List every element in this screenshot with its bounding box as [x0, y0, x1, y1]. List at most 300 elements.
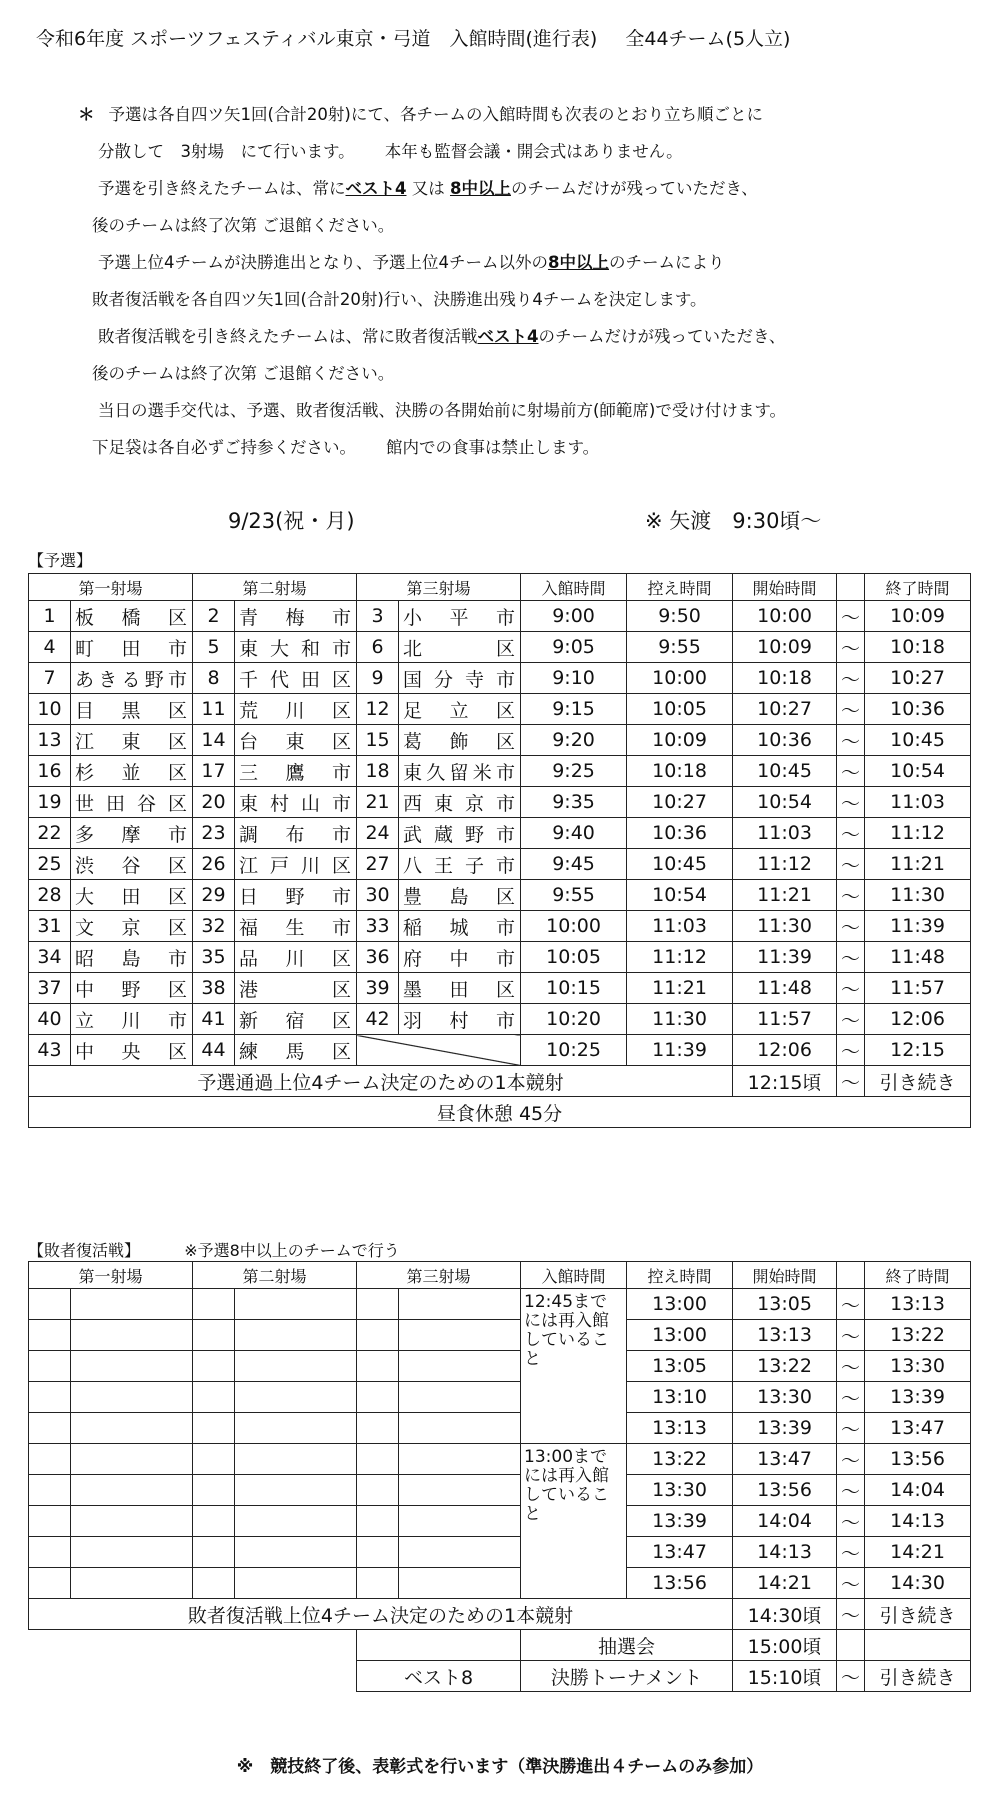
team-number-slot — [357, 1475, 399, 1506]
end-time: 13:56 — [865, 1444, 971, 1475]
team-number-slot — [357, 1444, 399, 1475]
end-time: 13:22 — [865, 1320, 971, 1351]
team-name: 多摩市 — [71, 818, 193, 849]
team-name: 大田区 — [71, 880, 193, 911]
lunch-break: 昼食休憩 45分 — [29, 1097, 971, 1128]
end-time: 11:12 — [865, 818, 971, 849]
range-tilde: ～ — [837, 1004, 865, 1035]
table-row — [29, 1004, 971, 1035]
team-name-slot — [235, 1475, 357, 1506]
team-name: 三鷹市 — [235, 756, 357, 787]
team-name: 北区 — [399, 632, 521, 663]
team-name: 東大和市 — [235, 632, 357, 663]
standby-time: 13:30 — [627, 1475, 733, 1506]
team-number-slot — [29, 1382, 71, 1413]
team-number-slot — [193, 1506, 235, 1537]
range-tilde: ～ — [837, 1475, 865, 1506]
team-name-slot — [235, 1506, 357, 1537]
range-tilde: ～ — [837, 1351, 865, 1382]
spacer — [29, 1661, 357, 1692]
range-tilde: ～ — [837, 787, 865, 818]
table-row — [29, 818, 971, 849]
team-name-slot — [399, 1475, 521, 1506]
team-name-slot — [399, 1506, 521, 1537]
team-number: 23 — [193, 818, 235, 849]
team-number: 44 — [193, 1035, 235, 1066]
team-name-slot — [399, 1351, 521, 1382]
entry-time: 9:40 — [521, 818, 627, 849]
repechage-condition: ※予選8中以上のチームで行う — [184, 1241, 400, 1260]
team-name: 港区 — [235, 973, 357, 1004]
team-name: 中野区 — [71, 973, 193, 1004]
prelim-table — [28, 573, 971, 1128]
start-time: 13:05 — [733, 1289, 837, 1320]
team-name: 府中市 — [399, 942, 521, 973]
range-tilde: ～ — [837, 942, 865, 973]
team-name: 江東区 — [71, 725, 193, 756]
team-number-slot — [29, 1413, 71, 1444]
team-number: 25 — [29, 849, 71, 880]
team-number: 35 — [193, 942, 235, 973]
entry-time: 10:00 — [521, 911, 627, 942]
end-time: 14:21 — [865, 1537, 971, 1568]
team-name: 千代田区 — [235, 663, 357, 694]
team-number-slot — [357, 1382, 399, 1413]
team-name: 青梅市 — [235, 601, 357, 632]
final-time: 15:10頃 — [733, 1661, 837, 1692]
team-number: 38 — [193, 973, 235, 1004]
standby-time: 11:21 — [627, 973, 733, 1004]
team-name-slot — [235, 1351, 357, 1382]
note-line — [78, 133, 958, 170]
team-number-slot — [29, 1537, 71, 1568]
team-name: 稲城市 — [399, 911, 521, 942]
page-title — [36, 24, 790, 51]
team-name: 武蔵野市 — [399, 818, 521, 849]
standby-time: 10:00 — [627, 663, 733, 694]
table-row — [29, 1506, 971, 1537]
team-number: 42 — [357, 1004, 399, 1035]
team-number-slot — [29, 1320, 71, 1351]
team-number: 21 — [357, 787, 399, 818]
team-name-slot — [235, 1382, 357, 1413]
note-line — [78, 392, 958, 429]
range-tilde: ～ — [837, 694, 865, 725]
start-time: 14:21 — [733, 1568, 837, 1599]
start-time: 11:30 — [733, 911, 837, 942]
range-tilde: ～ — [837, 1661, 865, 1692]
start-time: 11:48 — [733, 973, 837, 1004]
entry-time: 10:25 — [521, 1035, 627, 1066]
start-time: 10:54 — [733, 787, 837, 818]
team-name-slot — [399, 1382, 521, 1413]
date-bar — [0, 505, 1000, 539]
team-name-slot — [71, 1413, 193, 1444]
table-row — [29, 1351, 971, 1382]
note-text: 分散して 3射場 にて行います。 — [98, 142, 355, 161]
empty-slot — [357, 1035, 521, 1066]
entry-time: 10:05 — [521, 942, 627, 973]
team-name: 福生市 — [235, 911, 357, 942]
blank-cell — [837, 1630, 865, 1661]
standby-time: 13:22 — [627, 1444, 733, 1475]
table-row — [29, 880, 971, 911]
team-number: 1 — [29, 601, 71, 632]
start-time: 10:00 — [733, 601, 837, 632]
team-number: 18 — [357, 756, 399, 787]
start-time: 13:47 — [733, 1444, 837, 1475]
entry-time: 9:05 — [521, 632, 627, 663]
end-time: 13:39 — [865, 1382, 971, 1413]
team-name-slot — [399, 1537, 521, 1568]
team-number: 34 — [29, 942, 71, 973]
team-number: 16 — [29, 756, 71, 787]
shootoff-end: 引き続き — [865, 1599, 971, 1630]
end-time: 10:54 — [865, 756, 971, 787]
prelim-label: 【予選】 — [28, 551, 93, 570]
team-number-slot — [193, 1537, 235, 1568]
shootoff-label: 予選通過上位4チーム決定のための1本競射 — [29, 1066, 733, 1097]
reentry-note: 13:00までには再入館していること — [521, 1444, 627, 1599]
team-number: 5 — [193, 632, 235, 663]
table-row — [29, 1537, 971, 1568]
note-text: 敗者復活戦を各自四ツ矢1回(合計20射)行い、決勝進出残り4チームを決定します。 — [92, 290, 707, 309]
team-number: 36 — [357, 942, 399, 973]
team-number: 31 — [29, 911, 71, 942]
standby-time: 13:10 — [627, 1382, 733, 1413]
final-row — [29, 1661, 971, 1692]
team-number-slot — [29, 1289, 71, 1320]
team-number: 9 — [357, 663, 399, 694]
team-name: 八王子市 — [399, 849, 521, 880]
table-row — [29, 911, 971, 942]
instructions — [78, 96, 958, 466]
blank-cell — [357, 1630, 521, 1661]
team-name: 中央区 — [71, 1035, 193, 1066]
team-number-slot — [193, 1351, 235, 1382]
team-name-slot — [235, 1444, 357, 1475]
end-time: 10:18 — [865, 632, 971, 663]
team-name: 新宿区 — [235, 1004, 357, 1035]
start-time: 12:06 — [733, 1035, 837, 1066]
note-text: 予選は各自四ツ矢1回(合計20射)にて、各チームの入館時間も次表のとおり立ち順ごとに — [108, 105, 764, 124]
start-time: 14:04 — [733, 1506, 837, 1537]
team-name-slot — [71, 1475, 193, 1506]
team-number-slot — [193, 1382, 235, 1413]
column-header — [837, 574, 865, 601]
team-number-slot — [193, 1475, 235, 1506]
shootoff-row — [29, 1599, 971, 1630]
column-header: 控え時間 — [627, 574, 733, 601]
end-time: 11:57 — [865, 973, 971, 1004]
end-time: 14:30 — [865, 1568, 971, 1599]
range-tilde: ～ — [837, 1035, 865, 1066]
note-emphasis: 8中以上 — [548, 253, 609, 272]
note-line — [78, 207, 958, 244]
final-end: 引き続き — [865, 1661, 971, 1692]
table-row — [29, 1035, 971, 1066]
team-number: 32 — [193, 911, 235, 942]
shootoff-end: 引き続き — [865, 1066, 971, 1097]
note-line — [78, 429, 958, 466]
team-number: 30 — [357, 880, 399, 911]
team-name: 世田谷区 — [71, 787, 193, 818]
team-name: 羽村市 — [399, 1004, 521, 1035]
note-line — [78, 355, 958, 392]
start-time: 14:13 — [733, 1537, 837, 1568]
team-number: 40 — [29, 1004, 71, 1035]
start-time: 11:21 — [733, 880, 837, 911]
note-text: 下足袋は各自必ずご持参ください。 — [92, 438, 356, 457]
start-time: 11:12 — [733, 849, 837, 880]
end-time: 10:27 — [865, 663, 971, 694]
team-number-slot — [357, 1537, 399, 1568]
column-header: 開始時間 — [733, 574, 837, 601]
range-tilde: ～ — [837, 1382, 865, 1413]
end-time: 13:30 — [865, 1351, 971, 1382]
team-name-slot — [235, 1413, 357, 1444]
team-number: 37 — [29, 973, 71, 1004]
table-row — [29, 1320, 971, 1351]
note-text: 敗者復活戦を引き終えたチームは、常に敗者復活戦 — [98, 327, 478, 346]
range-tilde: ～ — [837, 849, 865, 880]
column-header: 第三射場 — [357, 574, 521, 601]
team-name: 東村山市 — [235, 787, 357, 818]
team-number-slot — [29, 1351, 71, 1382]
team-number-slot — [357, 1506, 399, 1537]
team-number: 7 — [29, 663, 71, 694]
column-header: 第一射場 — [29, 1262, 193, 1289]
repechage-label — [28, 1238, 400, 1261]
end-time: 11:03 — [865, 787, 971, 818]
team-number-slot — [357, 1320, 399, 1351]
note-text: 館内での食事は禁止します。 — [386, 438, 600, 457]
team-number: 33 — [357, 911, 399, 942]
entry-time: 9:45 — [521, 849, 627, 880]
end-time: 10:36 — [865, 694, 971, 725]
note-emphasis: ベスト4 — [345, 179, 407, 198]
shootoff-row — [29, 1066, 971, 1097]
note-text: のチームにより — [608, 253, 725, 272]
table-row — [29, 973, 971, 1004]
table-row — [29, 725, 971, 756]
range-tilde: ～ — [837, 1599, 865, 1630]
table-row — [29, 601, 971, 632]
end-time: 10:45 — [865, 725, 971, 756]
team-name: 品川区 — [235, 942, 357, 973]
team-name: 立川市 — [71, 1004, 193, 1035]
entry-time: 9:25 — [521, 756, 627, 787]
note-emphasis: ベスト4 — [477, 327, 539, 346]
table-row — [29, 787, 971, 818]
table-row — [29, 1568, 971, 1599]
team-number: 6 — [357, 632, 399, 663]
team-number: 13 — [29, 725, 71, 756]
start-time: 11:39 — [733, 942, 837, 973]
team-number-slot — [29, 1444, 71, 1475]
column-header: 終了時間 — [865, 1262, 971, 1289]
entry-time: 10:20 — [521, 1004, 627, 1035]
spacer — [29, 1630, 357, 1661]
range-tilde: ～ — [837, 1444, 865, 1475]
note-text: 後のチームは終了次第 ご退館ください。 — [92, 216, 395, 235]
column-header: 控え時間 — [627, 1262, 733, 1289]
start-time: 10:45 — [733, 756, 837, 787]
start-time: 13:56 — [733, 1475, 837, 1506]
team-name: 江戸川区 — [235, 849, 357, 880]
standby-time: 11:39 — [627, 1035, 733, 1066]
table-row — [29, 1475, 971, 1506]
team-name-slot — [71, 1382, 193, 1413]
team-name: 西東京市 — [399, 787, 521, 818]
end-time: 11:30 — [865, 880, 971, 911]
team-name-slot — [71, 1351, 193, 1382]
team-number: 28 — [29, 880, 71, 911]
team-name-slot — [71, 1537, 193, 1568]
team-number-slot — [357, 1568, 399, 1599]
table-row — [29, 1444, 971, 1475]
standby-time: 13:00 — [627, 1320, 733, 1351]
team-name-slot — [71, 1444, 193, 1475]
reentry-note: 12:45までには再入館していること — [521, 1289, 627, 1444]
end-time: 13:47 — [865, 1413, 971, 1444]
team-count: 全44チーム(5人立) — [625, 28, 791, 50]
column-header — [837, 1262, 865, 1289]
standby-time: 9:50 — [627, 601, 733, 632]
team-name: 国分寺市 — [399, 663, 521, 694]
event-date: 9/23(祝・月) — [228, 509, 355, 533]
range-tilde: ～ — [837, 756, 865, 787]
start-time: 13:30 — [733, 1382, 837, 1413]
team-name: 板橋区 — [71, 601, 193, 632]
shootoff-start: 12:15頃 — [733, 1066, 837, 1097]
team-number: 3 — [357, 601, 399, 632]
team-number-slot — [29, 1506, 71, 1537]
entry-time: 9:20 — [521, 725, 627, 756]
end-time: 14:13 — [865, 1506, 971, 1537]
column-header: 第二射場 — [193, 1262, 357, 1289]
standby-time: 13:13 — [627, 1413, 733, 1444]
team-number: 17 — [193, 756, 235, 787]
entry-time: 9:00 — [521, 601, 627, 632]
team-name-slot — [235, 1537, 357, 1568]
team-number: 22 — [29, 818, 71, 849]
shootoff-label: 敗者復活戦上位4チーム決定のための1本競射 — [29, 1599, 733, 1630]
standby-time: 10:27 — [627, 787, 733, 818]
team-name-slot — [235, 1568, 357, 1599]
lottery-label: 抽選会 — [521, 1630, 733, 1661]
team-name-slot — [71, 1506, 193, 1537]
repechage-table — [28, 1261, 971, 1692]
yawatashi-time: ※ 矢渡 9:30頃～ — [645, 509, 822, 533]
blank-cell — [865, 1630, 971, 1661]
table-row — [29, 1382, 971, 1413]
standby-time: 10:36 — [627, 818, 733, 849]
note-text: 又は — [406, 179, 450, 198]
team-name: 杉並区 — [71, 756, 193, 787]
note-text: 後のチームは終了次第 ご退館ください。 — [92, 364, 395, 383]
end-time: 11:48 — [865, 942, 971, 973]
range-tilde: ～ — [837, 818, 865, 849]
team-name: 足立区 — [399, 694, 521, 725]
team-name-slot — [399, 1413, 521, 1444]
team-name: 東久留米市 — [399, 756, 521, 787]
note-text: 予選上位4チームが決勝進出となり、予選上位4チーム以外の — [98, 253, 548, 272]
range-tilde: ～ — [837, 880, 865, 911]
entry-time: 9:15 — [521, 694, 627, 725]
team-name-slot — [71, 1320, 193, 1351]
range-tilde: ～ — [837, 1066, 865, 1097]
standby-time: 11:30 — [627, 1004, 733, 1035]
team-number: 2 — [193, 601, 235, 632]
team-name-slot — [399, 1320, 521, 1351]
start-time: 13:22 — [733, 1351, 837, 1382]
team-number-slot — [357, 1351, 399, 1382]
column-header: 終了時間 — [865, 574, 971, 601]
note-text: のチームだけが残っていただき、 — [510, 179, 758, 198]
lunch-row — [29, 1097, 971, 1128]
team-number: 20 — [193, 787, 235, 818]
team-number: 15 — [357, 725, 399, 756]
entry-time: 9:10 — [521, 663, 627, 694]
start-time: 10:18 — [733, 663, 837, 694]
end-time: 11:21 — [865, 849, 971, 880]
range-tilde: ～ — [837, 1537, 865, 1568]
team-name: 台東区 — [235, 725, 357, 756]
standby-time: 13:39 — [627, 1506, 733, 1537]
note-text: 予選を引き終えたチームは、常に — [98, 179, 346, 198]
note-line — [78, 318, 958, 355]
lottery-time: 15:00頃 — [733, 1630, 837, 1661]
team-name: 墨田区 — [399, 973, 521, 1004]
team-number: 27 — [357, 849, 399, 880]
team-number: 24 — [357, 818, 399, 849]
team-number: 29 — [193, 880, 235, 911]
end-time: 10:09 — [865, 601, 971, 632]
team-name: 葛飾区 — [399, 725, 521, 756]
range-tilde: ～ — [837, 1289, 865, 1320]
team-name-slot — [235, 1289, 357, 1320]
start-time: 10:36 — [733, 725, 837, 756]
note-line — [78, 244, 958, 281]
range-tilde: ～ — [837, 663, 865, 694]
table-row — [29, 756, 971, 787]
table-row — [29, 663, 971, 694]
team-name: 練馬区 — [235, 1035, 357, 1066]
table-row — [29, 1289, 971, 1320]
range-tilde: ～ — [837, 1568, 865, 1599]
team-number: 4 — [29, 632, 71, 663]
table-row — [29, 942, 971, 973]
end-time: 13:13 — [865, 1289, 971, 1320]
team-name-slot — [399, 1444, 521, 1475]
range-tilde: ～ — [837, 725, 865, 756]
best8-label: ベスト8 — [357, 1661, 521, 1692]
table-row — [29, 632, 971, 663]
team-number: 11 — [193, 694, 235, 725]
award-note: ※ 競技終了後、表彰式を行います（準決勝進出４チームのみ参加） — [236, 1757, 764, 1777]
start-time: 11:57 — [733, 1004, 837, 1035]
end-time: 12:15 — [865, 1035, 971, 1066]
note-emphasis: 8中以上 — [449, 179, 511, 198]
team-name-slot — [235, 1320, 357, 1351]
entry-time: 10:15 — [521, 973, 627, 1004]
team-name: 渋谷区 — [71, 849, 193, 880]
standby-time: 10:05 — [627, 694, 733, 725]
team-name: 調布市 — [235, 818, 357, 849]
start-time: 11:03 — [733, 818, 837, 849]
table-row — [29, 694, 971, 725]
